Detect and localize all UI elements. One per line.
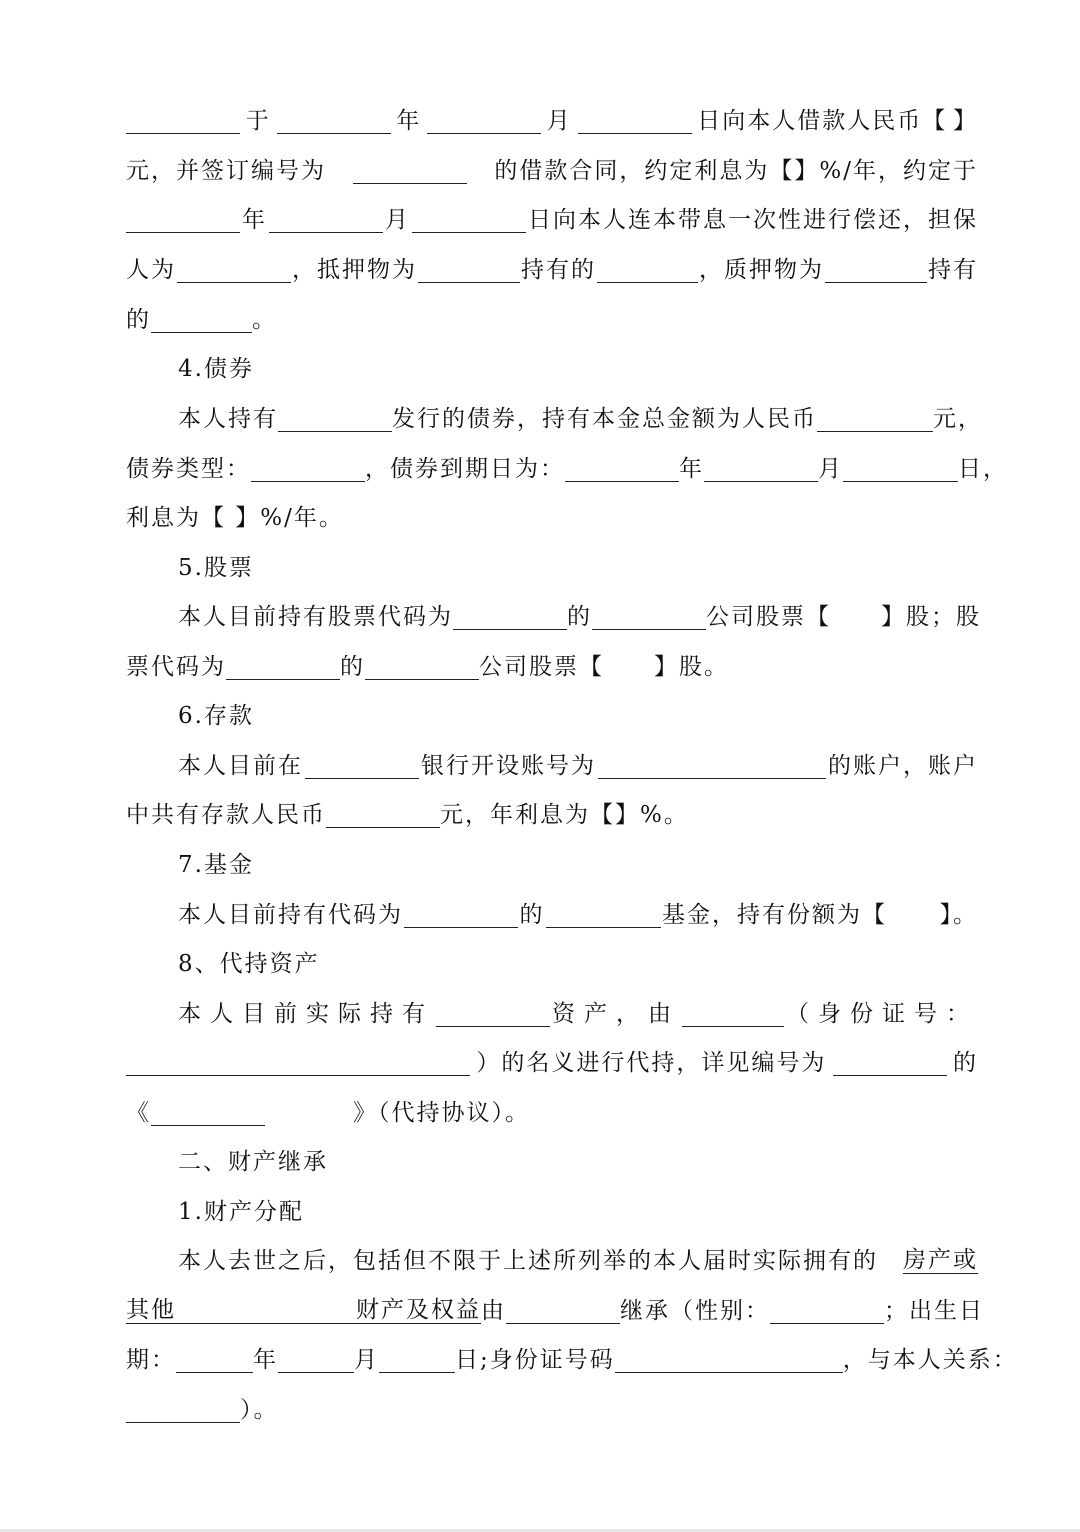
text: 】 <box>953 108 978 134</box>
text: 中共有存款人民币 <box>126 802 326 828</box>
blank-field[interactable] <box>843 455 958 482</box>
blank-field[interactable] <box>506 1297 620 1324</box>
line <box>126 203 978 233</box>
text: 】。 <box>939 902 978 928</box>
heading: 1.财产分配 <box>178 1199 304 1225</box>
blank-field[interactable] <box>176 1346 253 1373</box>
line <box>126 452 1008 482</box>
text: ，抵押物为 <box>292 257 417 283</box>
heading-proxy-assets <box>126 947 978 977</box>
blank-field[interactable] <box>277 107 391 134</box>
text: 由 <box>481 1298 506 1324</box>
text: 《 <box>126 1100 151 1126</box>
line <box>126 1393 978 1423</box>
text: 人为 <box>126 257 176 283</box>
text: 的 <box>126 307 151 333</box>
text: 日;身份证号码 <box>455 1347 615 1373</box>
text: 银行开设账号为 <box>421 753 596 779</box>
blank-field[interactable] <box>565 455 679 482</box>
text: 利息为【 】%/年。 <box>126 505 344 531</box>
text: 财产及权益 <box>356 1297 481 1323</box>
text: 年 <box>242 207 267 233</box>
blank-field[interactable] <box>177 256 291 283</box>
text: 的 <box>567 604 592 630</box>
blank-field[interactable] <box>151 306 252 333</box>
line <box>126 154 978 184</box>
text: 债券类型： <box>126 456 251 482</box>
text: 月 <box>818 456 843 482</box>
blank-field[interactable] <box>427 107 541 134</box>
blank-field[interactable] <box>412 206 526 233</box>
heading-inheritance <box>126 1145 978 1175</box>
line <box>126 1294 984 1324</box>
blank-field[interactable] <box>126 206 240 233</box>
text: 。 <box>252 307 277 333</box>
text: 的 <box>519 902 545 928</box>
blank-field[interactable] <box>578 107 692 134</box>
blank-field[interactable] <box>436 1000 550 1027</box>
underlined-property-field[interactable] <box>126 1297 481 1324</box>
line-loan-date <box>126 104 978 134</box>
text: 日向本人连本带息一次性进行偿还，担保 <box>528 207 978 233</box>
heading: 7.基金 <box>178 852 254 878</box>
blank-field[interactable] <box>598 752 826 779</box>
text: 】股。 <box>654 654 729 680</box>
line <box>126 1244 978 1274</box>
blank-field[interactable] <box>770 1297 884 1324</box>
text: 日向本人借款人民币【 <box>697 108 948 134</box>
heading: 4.债券 <box>178 356 254 382</box>
blank-field[interactable] <box>704 455 818 482</box>
blank-field[interactable] <box>126 1049 470 1076</box>
text: ）的名义进行代持，详见编号为 <box>476 1050 827 1076</box>
blank-field[interactable] <box>278 1346 354 1373</box>
blank-field[interactable] <box>453 603 567 630</box>
line <box>126 749 978 779</box>
heading-bonds <box>126 352 978 382</box>
line <box>126 303 978 333</box>
heading: 6.存款 <box>178 703 254 729</box>
blank-field[interactable] <box>151 1099 265 1126</box>
text: ；出生日 <box>884 1298 984 1324</box>
text: 发行的债券，持有本金总金额为人民币 <box>392 406 817 432</box>
text: 的 <box>340 654 365 680</box>
heading: 8、代持资产 <box>178 951 320 977</box>
blank-field[interactable] <box>379 1346 455 1373</box>
text: 公司股票【 <box>706 604 831 630</box>
text: 元，年利息为【】%。 <box>440 802 689 828</box>
text: 元，并签订编号为 <box>126 158 326 184</box>
blank-field[interactable] <box>305 752 419 779</box>
text: 本人目前持有代码为 <box>178 902 403 928</box>
text: 公司股票【 <box>479 654 604 680</box>
text: 日， <box>958 456 1008 482</box>
text: 资产，由 <box>552 1001 680 1027</box>
line <box>126 600 981 630</box>
text: 于 <box>245 108 271 134</box>
blank-field[interactable] <box>269 206 383 233</box>
text: 本人持有 <box>178 406 278 432</box>
text: ，债券到期日为： <box>365 456 565 482</box>
text: ，质押物为 <box>699 257 824 283</box>
blank-field[interactable] <box>592 603 706 630</box>
line <box>126 501 978 531</box>
text: （身份证号： <box>786 1001 978 1027</box>
text: 元， <box>933 406 983 432</box>
text: 期： <box>126 1347 176 1373</box>
line <box>126 1046 978 1076</box>
line <box>126 898 978 928</box>
line <box>126 253 978 283</box>
text: 本人目前在 <box>178 753 303 779</box>
underlined-text: 房产或 <box>903 1247 978 1273</box>
line <box>126 402 983 432</box>
blank-field[interactable] <box>418 256 520 283</box>
heading-stocks <box>126 551 978 581</box>
text: 月 <box>546 108 572 134</box>
text: 票代码为 <box>126 654 226 680</box>
text: 】股；股 <box>881 604 981 630</box>
blank-field[interactable] <box>326 801 440 828</box>
blank-field[interactable] <box>597 256 698 283</box>
text: 本人目前持有股票代码为 <box>178 604 453 630</box>
text: 其他 <box>126 1297 176 1323</box>
text: 持有的 <box>521 257 596 283</box>
text: 月 <box>354 1347 379 1373</box>
heading-deposits <box>126 699 978 729</box>
blank-field[interactable] <box>404 901 518 928</box>
text: 基金，持有份额为【 <box>662 902 887 928</box>
text: 的账户，账户 <box>828 753 978 779</box>
blank-field[interactable] <box>825 256 927 283</box>
heading: 5.股票 <box>178 555 254 581</box>
text: 本人目前实际持有 <box>178 1001 434 1027</box>
text: 本人去世之后，包括但不限于上述所列举的本人届时实际拥有的 <box>178 1248 878 1274</box>
text: 的 <box>952 1050 978 1076</box>
blank-field[interactable] <box>833 1049 947 1076</box>
blank-field[interactable] <box>682 1000 784 1027</box>
blank-field[interactable] <box>126 1396 240 1423</box>
line <box>126 798 978 828</box>
heading-funds <box>126 848 978 878</box>
blank-field[interactable] <box>226 653 340 680</box>
blank-field[interactable] <box>251 455 365 482</box>
line <box>126 1343 1018 1373</box>
blank-field[interactable] <box>546 901 661 928</box>
line <box>126 1096 978 1126</box>
blank-field[interactable] <box>278 405 392 432</box>
blank-field[interactable] <box>365 653 479 680</box>
text: 月 <box>385 207 410 233</box>
text: 继承（性别： <box>620 1298 770 1324</box>
text: 》（代持协议）。 <box>353 1100 530 1126</box>
text: 年 <box>679 456 704 482</box>
text: 年 <box>253 1347 278 1373</box>
blank-field[interactable] <box>817 405 933 432</box>
heading-distribution <box>126 1195 978 1225</box>
text: 年 <box>396 108 422 134</box>
text: 的借款合同，约定利息为【】%/年，约定于 <box>494 158 978 184</box>
blank-field[interactable] <box>126 107 240 134</box>
text: 持有 <box>928 257 978 283</box>
blank-field[interactable] <box>615 1346 843 1373</box>
text: ，与本人关系： <box>842 1347 1018 1373</box>
blank-field[interactable] <box>353 157 467 184</box>
line <box>126 997 978 1027</box>
heading: 二、财产继承 <box>178 1149 328 1175</box>
text: ）。 <box>240 1397 279 1423</box>
line <box>126 650 978 680</box>
